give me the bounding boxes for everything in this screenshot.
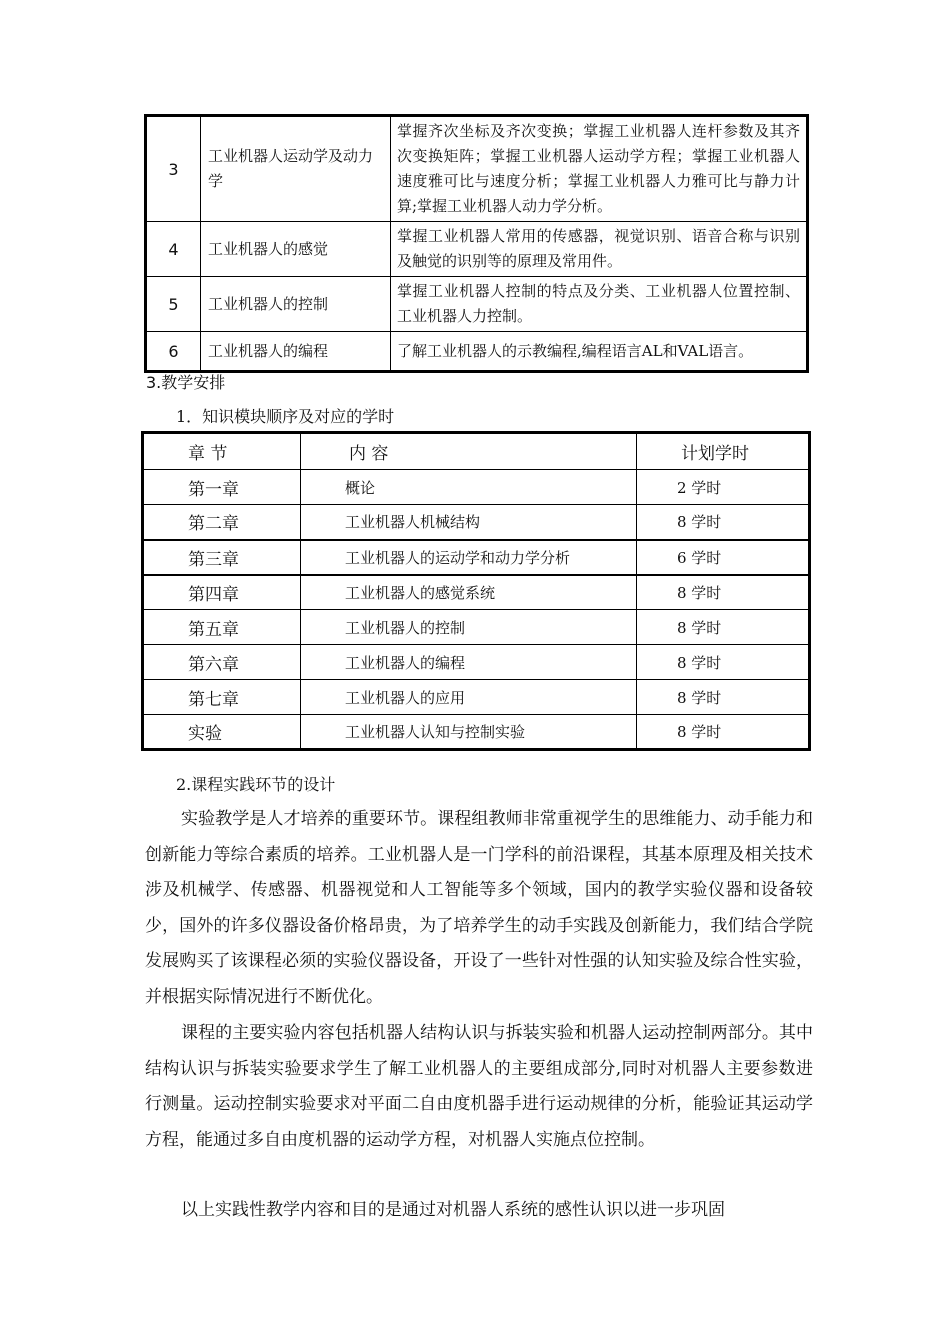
chapter-cell: 第七章 (143, 680, 301, 715)
table-row (143, 610, 810, 645)
module-topic: 工业机器人的编程 (201, 332, 391, 372)
content-cell: 工业机器人的应用 (301, 680, 637, 715)
content-cell: 工业机器人的编程 (301, 645, 637, 680)
content-cell: 工业机器人的感觉系统 (301, 575, 637, 610)
hours-cell: 8 学时 (637, 715, 810, 750)
section-heading: 3.教学安排 (146, 373, 226, 392)
paragraph: 以上实践性教学内容和目的是通过对机器人系统的感性认识以进一步巩固 (181, 1200, 725, 1220)
content-cell: 工业机器人认知与控制实验 (301, 715, 637, 750)
hours-cell: 8 学时 (637, 575, 810, 610)
chapter-cell: 第六章 (143, 645, 301, 680)
table-row (146, 222, 808, 277)
module-requirements-table (144, 114, 809, 373)
chapter-cell: 第一章 (143, 470, 301, 505)
table-row (146, 116, 808, 222)
hours-cell: 8 学时 (637, 505, 810, 540)
chapter-cell: 第五章 (143, 610, 301, 645)
table-row (143, 645, 810, 680)
table-row (146, 332, 808, 372)
paragraph: 课程的主要实验内容包括机器人结构认识与拆装实验和机器人运动控制两部分。其中结构认识与拆装实验要求学生了解工业机器人的主要组成部分,同时对机器人主要参数进行测量。运动控制实验要求对平面二自由度机器手进行运动规律的分析，能验证其运动学方程，能通过多自由度机器的运动学方程，对机器人实施点位控制。 (145, 1023, 813, 1150)
module-number: 6 (146, 332, 201, 372)
content-cell: 概论 (301, 470, 637, 505)
content-cell: 工业机器人机械结构 (301, 505, 637, 540)
module-requirement: 掌握工业机器人控制的特点及分类、工业机器人位置控制、工业机器人力控制。 (391, 277, 808, 332)
module-number: 5 (146, 277, 201, 332)
sub-heading-practice: 2.课程实践环节的设计 (176, 775, 336, 794)
module-requirement: 掌握工业机器人常用的传感器，视觉识别、语音合称与识别及触觉的识别等的原理及常用件。 (391, 222, 808, 277)
header-chapter: 章 节 (143, 433, 301, 470)
chapter-cell: 第三章 (143, 540, 301, 575)
module-requirement: 了解工业机器人的示教编程,编程语言AL和VAL语言。 (391, 332, 808, 372)
table-row (146, 277, 808, 332)
table-row (143, 680, 810, 715)
content-cell: 工业机器人的控制 (301, 610, 637, 645)
table-row (143, 540, 810, 575)
chapter-cell: 实验 (143, 715, 301, 750)
header-content: 内 容 (301, 433, 637, 470)
hours-cell: 2 学时 (637, 470, 810, 505)
module-topic: 工业机器人的控制 (201, 277, 391, 332)
sub-heading-schedule: 1．知识模块顺序及对应的学时 (176, 407, 395, 426)
header-hours: 计划学时 (637, 433, 810, 470)
hours-cell: 8 学时 (637, 645, 810, 680)
module-requirement: 掌握齐次坐标及齐次变换；掌握工业机器人连杆参数及其齐次变换矩阵；掌握工业机器人运动学方程；掌握工业机器人速度雅可比与速度分析；掌握工业机器人力雅可比与静力计算;掌握工业机器人动力学分析。 (391, 116, 808, 222)
chapter-cell: 第四章 (143, 575, 301, 610)
hours-cell: 6 学时 (637, 540, 810, 575)
module-number: 3 (146, 116, 201, 222)
table-row (143, 505, 810, 540)
table-row (143, 715, 810, 750)
module-topic: 工业机器人运动学及动力学 (201, 116, 391, 222)
hours-cell: 8 学时 (637, 610, 810, 645)
schedule-table (141, 431, 811, 751)
module-topic: 工业机器人的感觉 (201, 222, 391, 277)
chapter-cell: 第二章 (143, 505, 301, 540)
content-cell: 工业机器人的运动学和动力学分析 (301, 540, 637, 575)
hours-cell: 8 学时 (637, 680, 810, 715)
table-row (143, 575, 810, 610)
module-number: 4 (146, 222, 201, 277)
table-row (143, 470, 810, 505)
paragraph: 实验教学是人才培养的重要环节。课程组教师非常重视学生的思维能力、动手能力和创新能力等综合素质的培养。工业机器人是一门学科的前沿课程，其基本原理及相关技术涉及机械学、传感器、机器视觉和人工智能等多个领域，国内的教学实验仪器和设备较少，国外的许多仪器设备价格昂贵，为了培养学生的动手实践及创新能力，我们结合学院发展购买了该课程必须的实验仪器设备，开设了一些针对性强的认知实验及综合性实验，并根据实际情况进行不断优化。 (145, 809, 813, 1007)
table-header-row (143, 433, 810, 470)
